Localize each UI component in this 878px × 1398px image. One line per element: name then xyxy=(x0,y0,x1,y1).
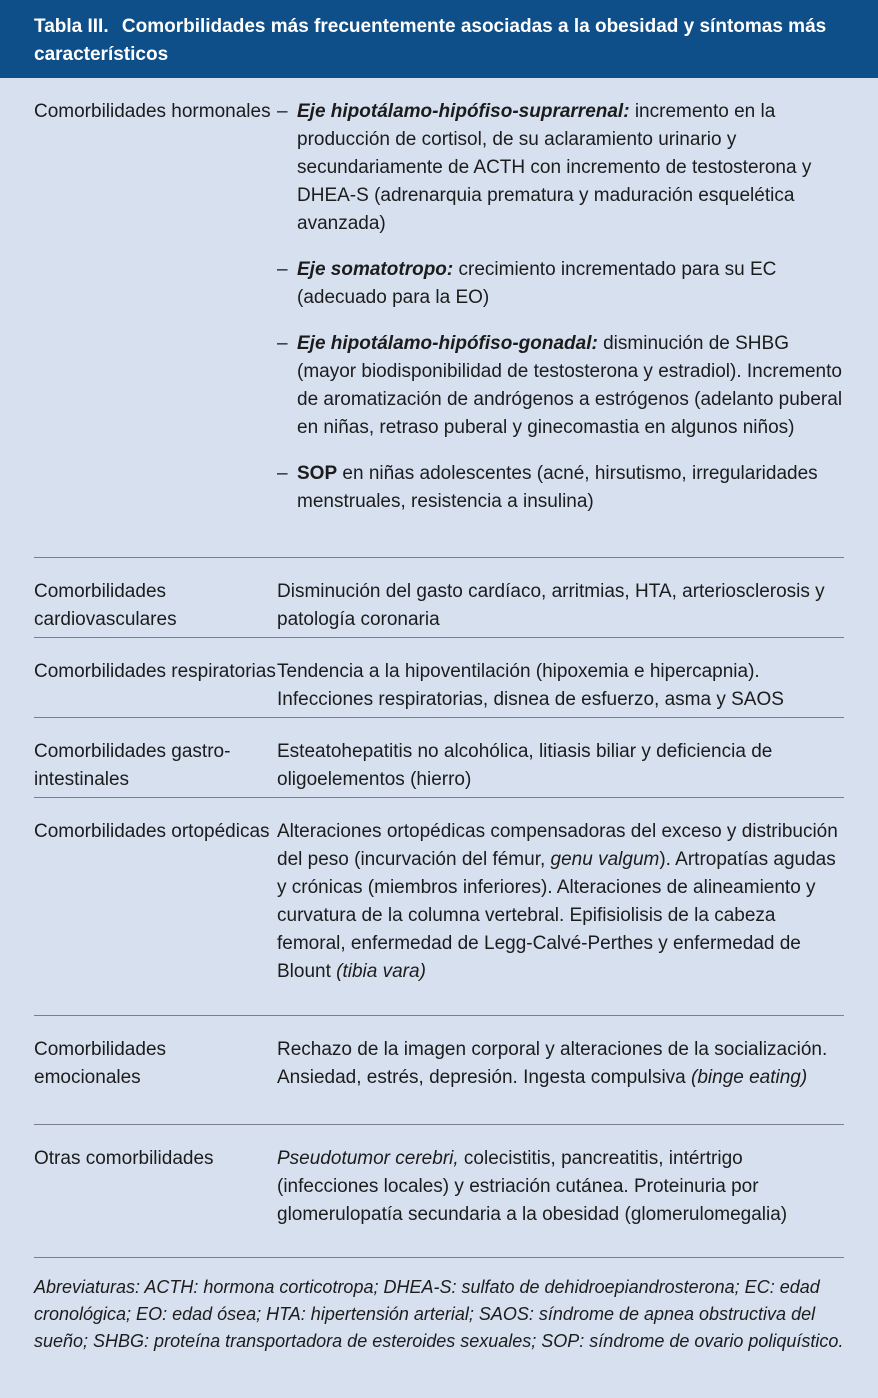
table-row xyxy=(34,1016,844,1125)
bullet-text: crecimiento incrementado para su EC (adecuado para la EO) xyxy=(297,259,777,308)
row-italic-term: Pseudotumor cerebri, xyxy=(277,1148,459,1169)
bullet-list xyxy=(277,98,844,516)
row-content xyxy=(277,798,844,1015)
row-content xyxy=(277,1125,844,1257)
row-content: Disminución del gasto cardíaco, arritmias, HTA, arteriosclerosis y patología coronaria xyxy=(277,581,825,630)
dash-marker: – xyxy=(277,463,288,484)
dash-marker: – xyxy=(277,259,288,280)
row-text: Rechazo de la imagen corporal y alteraciones de la socialización. Ansiedad, estrés, depresión. Ingesta compulsiva xyxy=(277,1039,828,1088)
table-row xyxy=(34,798,844,1016)
row-italic-term: genu valgum xyxy=(550,849,660,870)
table-row xyxy=(34,638,844,718)
row-label: Comorbilidades emocionales xyxy=(34,1039,167,1088)
row-label: Comorbilidades cardiovasculares xyxy=(34,581,177,630)
row-label: Comorbilidades gastro-intestinales xyxy=(34,741,231,790)
row-content: Esteatohepatitis no alcohólica, litiasis biliar y deficiencia de oligoelementos (hierro) xyxy=(277,741,773,790)
table-row xyxy=(34,1125,844,1258)
row-text: colecistitis, pancreatitis, intértrigo (infecciones locales) y estriación cutánea. Proteinuria por glomerulopatía secundaria a la obesidad (glomerulomegalia) xyxy=(277,1148,788,1225)
bullet-text: en niñas adolescentes (acné, hirsutismo, irregularidades menstruales, resistencia a insulina) xyxy=(297,463,818,512)
row-label: Comorbilidades respiratorias xyxy=(34,661,276,682)
list-item xyxy=(277,330,844,442)
list-item xyxy=(277,98,844,238)
bullet-term: Eje somatotropo: xyxy=(297,259,454,280)
row-content xyxy=(277,78,844,557)
row-italic-term: (binge eating) xyxy=(691,1067,808,1088)
bullet-text: incremento en la producción de cortisol, de su aclaramiento urinario y secundariamente de ACTH con incremento de testosterona y DHEA-S (adrenarquia prematura y maduración esquelética avanzada) xyxy=(297,101,812,234)
table-caption: Comorbilidades más frecuentemente asociadas a la obesidad y síntomas más característicos xyxy=(34,16,827,65)
row-label: Comorbilidades ortopédicas xyxy=(34,821,270,842)
row-italic-term: (tibia vara) xyxy=(336,961,426,982)
bullet-term: Eje hipotálamo-hipófiso-gonadal: xyxy=(297,333,598,354)
row-text: Alteraciones ortopédicas compensadoras del exceso y distribución del peso (incurvación del fémur, xyxy=(277,821,838,870)
list-item xyxy=(277,460,844,516)
bullet-term: Eje hipotálamo-hipófiso-suprarrenal: xyxy=(297,101,630,122)
comorbidities-table xyxy=(34,78,844,1258)
table-row xyxy=(34,718,844,798)
row-label: Comorbilidades hormonales xyxy=(34,101,271,122)
row-label: Otras comorbilidades xyxy=(34,1148,214,1169)
table-number: Tabla III. xyxy=(34,16,109,37)
table-row xyxy=(34,78,844,558)
bullet-term: SOP xyxy=(297,463,338,484)
row-text: ). Artropatías agudas y crónicas (miembros inferiores). Alteraciones de alineamiento y curvatura de la columna vertebral. Epifisiolisis de la cabeza femoral, enfermedad de Legg-Calvé-Perthes y enfermedad de Blount xyxy=(277,849,836,982)
table-row xyxy=(34,558,844,638)
table-title xyxy=(0,0,878,78)
bullet-text: disminución de SHBG (mayor biodisponibilidad de testosterona y estradiol). Incremento de aromatización de andrógenos a estrógenos (adelanto puberal en niñas, retraso puberal y ginecomastia en algunos niños) xyxy=(297,333,843,438)
list-item xyxy=(277,256,844,312)
row-content: Tendencia a la hipoventilación (hipoxemia e hipercapnia). Infecciones respiratorias, disnea de esfuerzo, asma y SAOS xyxy=(277,661,784,710)
dash-marker: – xyxy=(277,101,288,122)
dash-marker: – xyxy=(277,333,288,354)
abbreviations-note: Abreviaturas: ACTH: hormona corticotropa; DHEA-S: sulfato de dehidroepiandrosterona; EC: edad cronológica; EO: edad ósea; HTA: hipertensión arterial; SAOS: síndrome de apnea obstructiva del sueño; SHBG: proteína transportadora de esteroides sexuales; SOP: síndrome de ovario poliquístico. xyxy=(34,1277,844,1351)
row-content xyxy=(277,1016,844,1124)
